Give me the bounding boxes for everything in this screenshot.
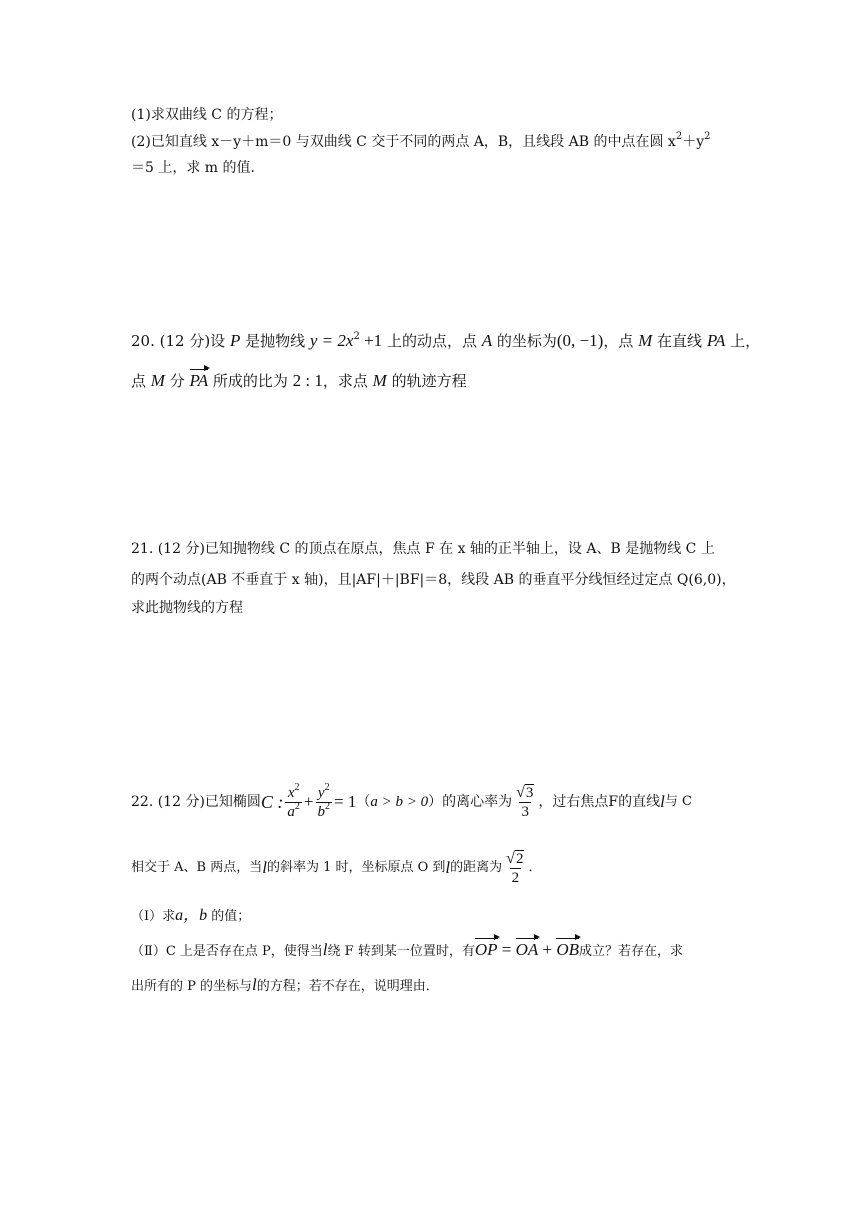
q20-text: 所成的比为 <box>208 372 293 390</box>
plus-sign: + <box>303 792 314 811</box>
superscript: 2 <box>704 131 711 142</box>
q22-line-l: l <box>322 940 328 959</box>
q22-text: 的值； <box>207 909 251 924</box>
equals-sign: = <box>497 940 516 959</box>
q22-part2-line1 <box>131 940 683 962</box>
q22-equals-one: = 1 <box>334 792 357 811</box>
q22-vector-op: OP <box>474 940 498 959</box>
q22-fraction-x: $\frac{x^2}{a^2}$ <box>287 781 300 820</box>
q21-line2: 的两个动点(AB 不垂直于 x 轴)，且|AF|＋|BF|＝8，线段 AB 的垂直平分线恒经过定点 Q(6,0)， <box>131 572 736 588</box>
q20-line2 <box>131 371 467 391</box>
q22-eccentricity: √ 3 3 <box>516 783 534 820</box>
q20-text: 上的动点，点 <box>382 332 482 350</box>
q22-text: 相交于 A、B 两点，当 <box>131 860 263 875</box>
q22-text: （Ⅱ）C 上是否存在点 P，使得当 <box>131 944 323 959</box>
q20-text: ，点 <box>603 332 639 350</box>
superscript: 2 <box>353 331 360 342</box>
q21-line1: 21. (12 分)已知抛物线 C 的顶点在原点，焦点 F 在 x 轴的正半轴上，设 A、B 是抛物线 C 上 <box>131 541 715 557</box>
q22-line-l: l <box>262 858 267 877</box>
superscript: 2 <box>675 131 683 142</box>
q22-text: ． <box>528 860 542 875</box>
q22-text: 与 C <box>664 794 692 809</box>
q22-ellipse-c: C : <box>260 792 284 812</box>
q19-part2-line2: ＝5 上，求 m 的值． <box>131 160 265 176</box>
q22-line-l: l <box>660 792 665 811</box>
q20-text: 在直线 <box>652 332 707 350</box>
q21-line3: 求此抛物线的方程 <box>131 600 243 616</box>
q19-part1: (1)求双曲线 C 的方程； <box>131 107 283 123</box>
q22-text: 的斜率为 1 时，坐标原点 O 到 <box>266 860 446 875</box>
q20-point-a: A <box>481 331 493 350</box>
q20-point-m: M <box>638 331 653 350</box>
q20-line-pa: PA <box>706 331 726 350</box>
q20-vector-pa: PA <box>189 371 209 390</box>
q19-part2-text2: ＋y <box>682 134 705 150</box>
q20-ratio: 2 : 1 <box>292 371 323 390</box>
q22-ab: a，b <box>175 907 208 924</box>
q22-text: 成立？若存在，求 <box>579 944 684 959</box>
q20-point-p: P <box>229 331 241 350</box>
q22-condition: a > b > 0 <box>370 794 429 810</box>
q20-coordinate: (0, −1) <box>556 331 604 350</box>
q20-text: 分 <box>164 372 190 390</box>
q22-line1 <box>131 780 692 824</box>
q20-text: 点 <box>131 372 151 390</box>
q22-text: 绕 F 转到某一位置时，有 <box>327 944 475 959</box>
q20-equation-tail: +1 <box>359 331 383 350</box>
q22-text: （Ⅰ）求 <box>131 909 176 924</box>
q22-text: 出所有的 P 的坐标与 <box>131 979 253 994</box>
q20-text: 20. (12 分)设 <box>131 332 230 350</box>
q20-text: 的轨迹方程 <box>386 372 467 390</box>
q22-text: 22. (12 分)已知椭圆 <box>131 794 261 810</box>
q22-part2-line2 <box>131 975 439 997</box>
q20-line1 <box>131 331 760 351</box>
q20-point-m: M <box>372 371 387 390</box>
q22-vector-oa: OA <box>515 940 539 959</box>
q22-distance: √ 2 2 <box>506 849 524 886</box>
q22-text: 的距离为 <box>450 860 503 875</box>
q22-line-l: l <box>252 975 257 994</box>
q19-part2-line1 <box>131 132 711 152</box>
q22-line2 <box>131 846 541 890</box>
q22-vector-ob: OB <box>556 940 580 959</box>
q22-fraction-y: $\frac{y^2}{b^2}$ <box>317 781 330 820</box>
q20-text: 上， <box>725 332 761 350</box>
q20-equation: y = 2x <box>309 331 354 350</box>
q20-text: 的坐标为 <box>492 332 557 350</box>
q22-text: ）的离心率为 <box>428 794 513 810</box>
q22-text: （ <box>356 794 371 810</box>
q19-part2-text: (2)已知直线 x－y＋m＝0 与双曲线 C 交于不同的两点 A，B，且线段 AB 的中点在圆 x <box>131 134 676 150</box>
q20-text: ，求点 <box>322 372 373 390</box>
q22-text: ，过右焦点F的直线 <box>538 794 661 810</box>
q22-part1 <box>131 906 250 927</box>
q22-line-l: l <box>445 858 451 877</box>
plus-sign: + <box>538 940 557 959</box>
q20-text: 是抛物线 <box>240 332 310 350</box>
q20-point-m: M <box>150 371 165 390</box>
q22-text: 的方程；若不存在，说明理由． <box>256 979 439 994</box>
